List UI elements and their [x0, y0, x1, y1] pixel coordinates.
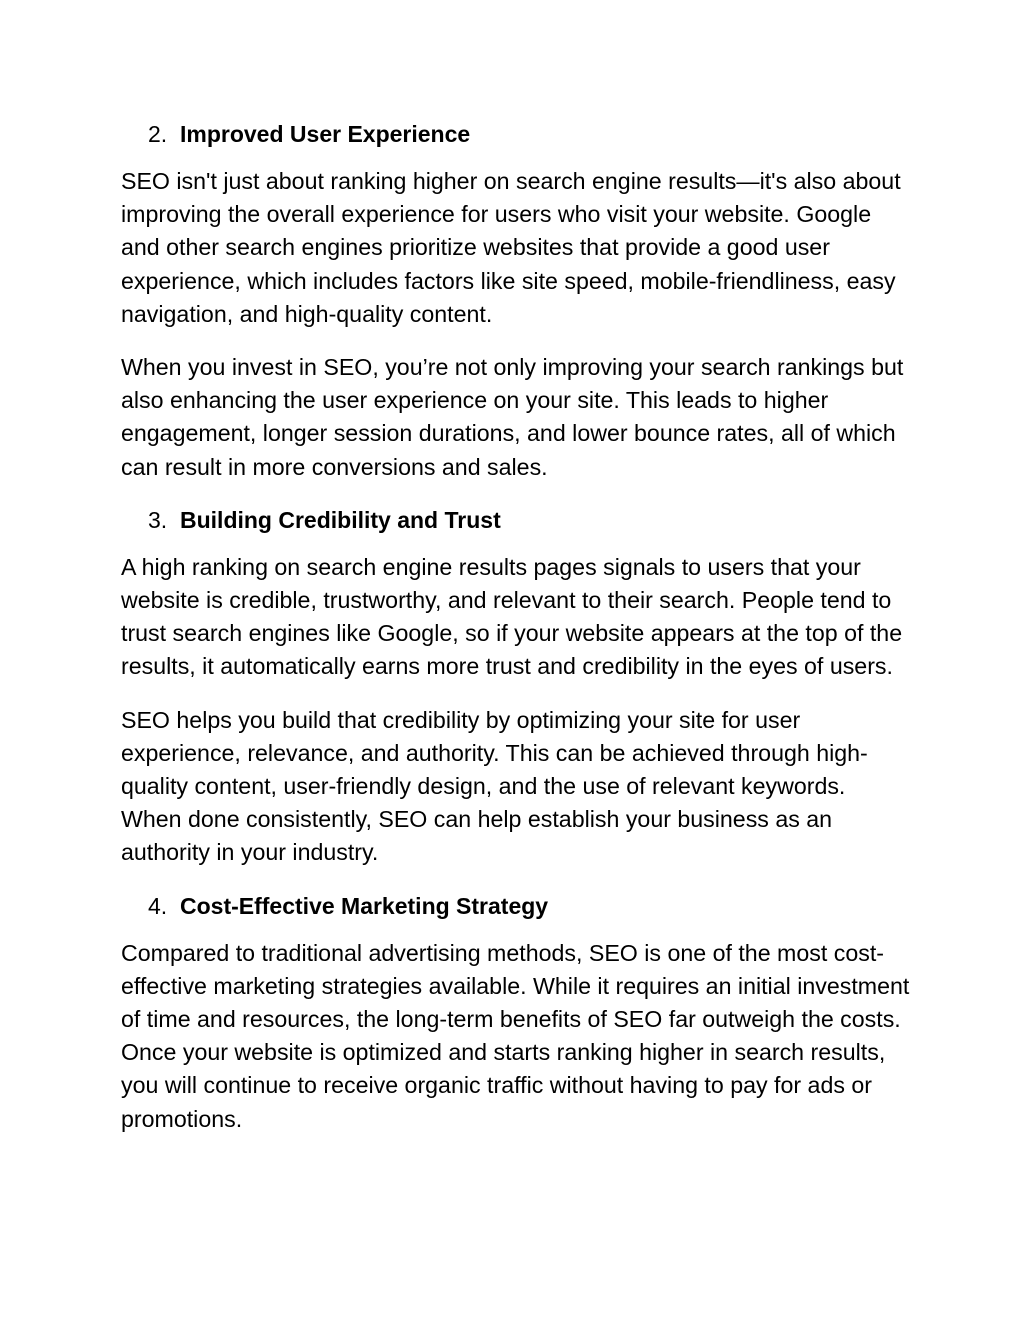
paragraph: Compared to traditional advertising methods, SEO is one of the most cost-effective marketing strategies available. While it requires an initial investment of time and resources, the long-term benefits of SEO far outweigh the costs. Once your website is optimized and starts ranking higher in search results, you will continue to receive organic traffic without having to pay for ads or promotions. [121, 939, 910, 1132]
paragraph: SEO helps you build that credibility by optimizing your site for user experience, relevance, and authority. This can be achieved through high-quality content, user-friendly design, and the use of relevant keywords. When done consistently, SEO can help establish your business as an authority in your industry. [121, 706, 868, 866]
section-title: Building Credibility and Trust [180, 506, 501, 533]
section-heading-3 [148, 504, 911, 537]
section-heading-2 [148, 118, 911, 151]
document-body [121, 118, 911, 1156]
section-title: Improved User Experience [180, 121, 471, 147]
list-number: 2. [148, 121, 168, 147]
paragraph: When you invest in SEO, you’re not only improving your search rankings but also enhancing the user experience on your site. This leads to higher engagement, longer session durations, and lower bounce rates, all of which can result in more conversions and sales. [121, 354, 904, 480]
paragraph: A high ranking on search engine results pages signals to users that your website is credible, trustworthy, and relevant to their search. People tend to trust search engines like Google, so if your website appears at the top of the results, it automatically earns more trust and credibility in the eyes of users. [121, 553, 903, 680]
list-number: 4. [148, 892, 168, 919]
list-number: 3. [148, 506, 168, 533]
section-heading-4 [148, 890, 911, 923]
section-title: Cost-Effective Marketing Strategy [180, 892, 549, 919]
paragraph: SEO isn't just about ranking higher on search engine results—it's also about improving the overall experience for users who visit your website. Google and other search engines prioritize websites that provide a good user experience, which includes factors like site speed, mobile-friendliness, easy navigation, and high-quality content. [121, 168, 901, 327]
